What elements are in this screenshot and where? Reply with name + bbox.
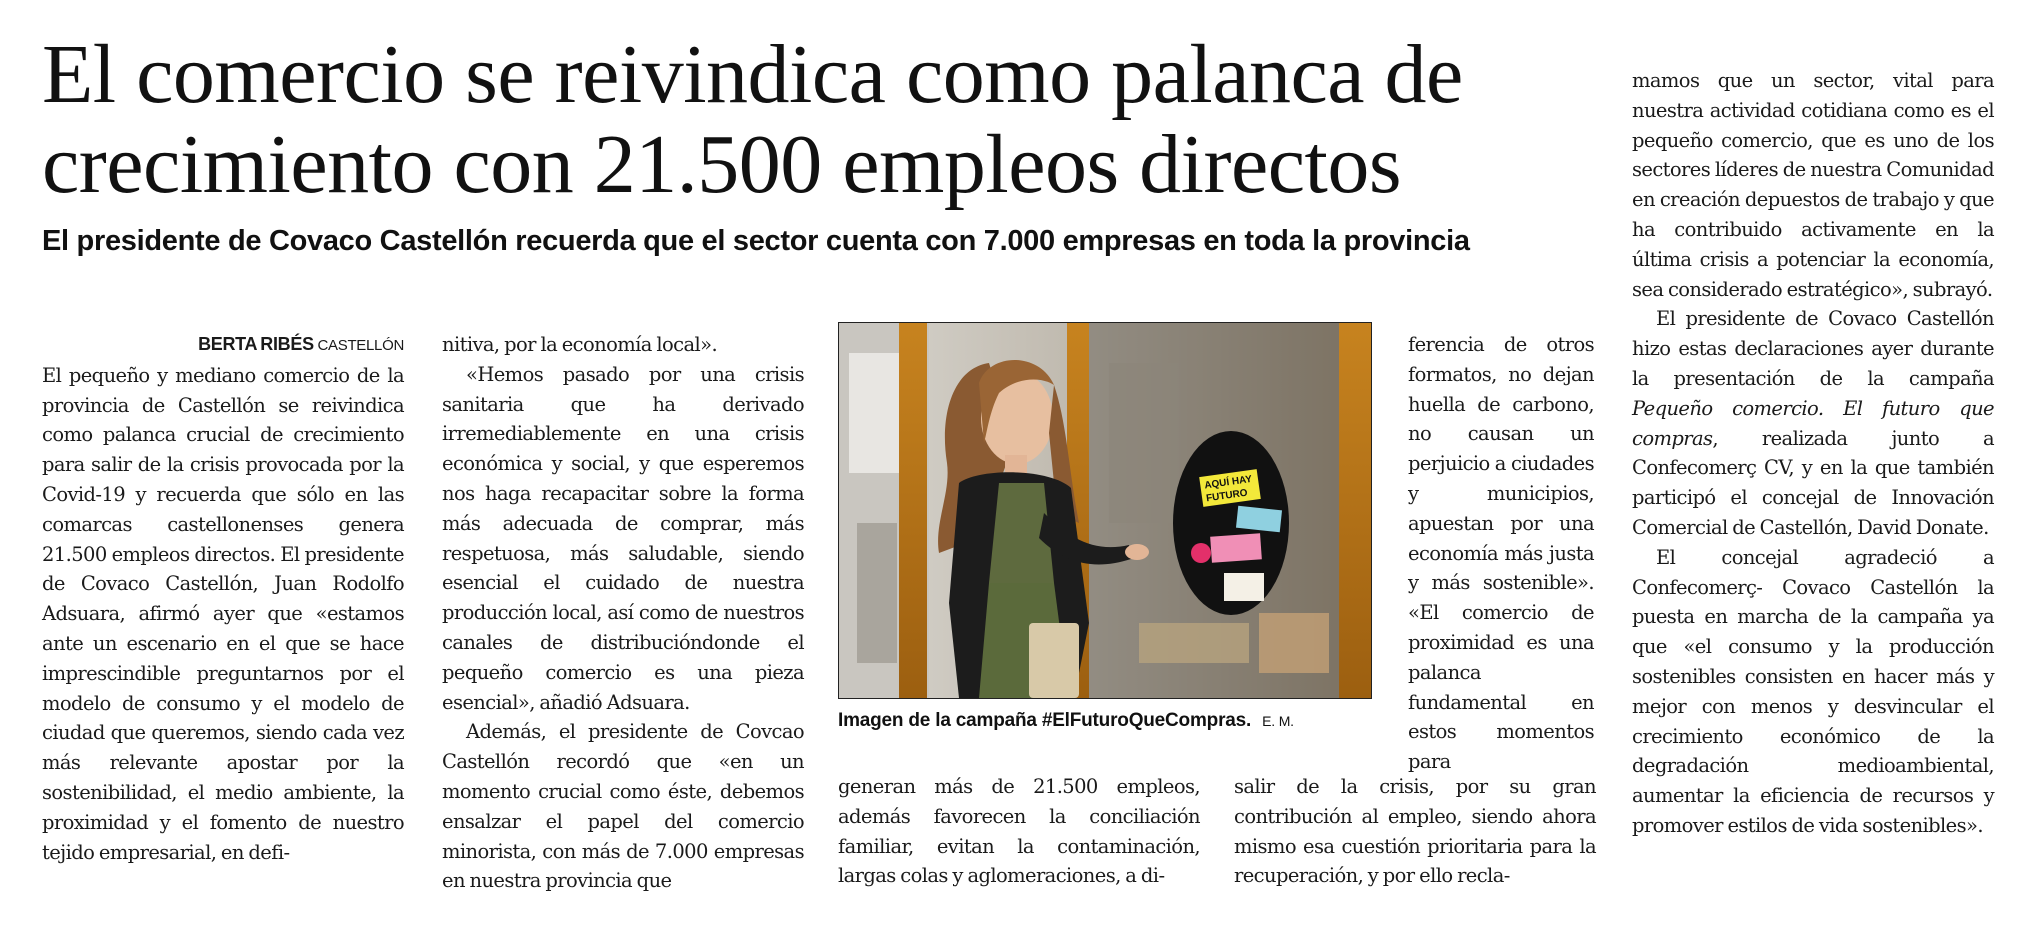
article-column-2 [442, 330, 804, 896]
article-column-6 [1632, 66, 1994, 841]
byline-author: BERTA RIBÉS [198, 334, 314, 354]
paragraph: mamos que un sector, vital para nuestra actividad cotidiana como es el pequeño comercio, que es uno de los sectores líderes de nuestra Comunidad en creación depuestos de trabajo y que ha contribuido activamente en la última crisis a potenciar la economía, sea considerado estratégico», subrayó. [1632, 69, 1994, 301]
caption-text: Imagen de la campaña #ElFuturoQueCompras. [838, 710, 1252, 731]
paragraph: «Hemos pasado por una crisis sanitaria que ha derivado irremediablemente en una crisis económica y social, y que esperemos nos haga recapacitar sobre la forma más adecuada de comprar, más respetuosa, más saludable, siendo esencial el cuidado de nuestra producción local, así como de nuestros canales de distribucióndonde el pequeño comercio es una pieza esencial», añadió Adsuara. [442, 362, 804, 714]
window-frame [899, 323, 927, 698]
campaign-photo [838, 322, 1372, 699]
photo-credit: E. M. [1262, 713, 1294, 729]
photo-caption [838, 708, 1398, 734]
paragraph: El concejal agradeció a Confecomerç- Covaco Castellón la puesta en marcha de la campaña ya que «el consumo y la producción sostenibles consisten en hacer más y mejor con menos y desvincular el crecimiento económico de la degradación medioambiental, aumentar la eficiencia de recursos y promover estilos de vida sostenibles». [1632, 545, 1994, 837]
campaign-poster [1173, 431, 1289, 615]
campaign-name: Pequeño comercio. El futuro que compras [1632, 396, 1994, 450]
article-column-5 [1234, 772, 1596, 891]
paragraph: generan más de 21.500 empleos, además favorecen la conciliación familiar, evitan la contaminación, largas colas y aglomeraciones, a di- [838, 775, 1200, 888]
paragraph: El pequeño y mediano comercio de la provincia de Castellón se reivindica como palanca crucial de crecimiento para salir de la crisis provocada por la Covid-19 y recuerda que sólo en las comarcas castellonenses genera 21.500 empleos directos. El presidente de Covaco Castellón, Juan Rodolfo Adsuara, afirmó ayer que «estamos ante un escenario en el que se hace imprescindible preguntarnos por el modelo de consumo y el modelo de ciudad que queremos, siendo cada vez más relevante apostar por la sostenibilidad, el medio ambiente, la proximidad y el fomento de nuestro tejido empresarial, en defi- [42, 363, 404, 864]
paragraph-text: , realizada junto a Confecomerç CV, y en la que también participó el concejal de Innovación Comercial de Castellón, David Donate. [1632, 426, 1994, 539]
paragraph: nitiva, por la economía local». [442, 333, 718, 356]
paragraph: ferencia de otros formatos, no dejan huella de carbono, no causan un perjuicio a ciudades y municipios, apuestan por una economía más justa y más sostenible». «El comercio de proximidad es una palanca fundamental en estos momentos para [1408, 333, 1594, 774]
paragraph: Además, el presidente de Covcao Castellón recordó que «en un momento crucial como éste, debemos ensalzar el papel del comercio minorista, con más de 7.000 empresas en nuestra provincia que [442, 720, 804, 893]
article-column-1 [42, 330, 404, 867]
byline-location: CASTELLÓN [317, 337, 404, 354]
poster-line-1: AQUÍ HAY [1203, 473, 1253, 492]
article-column-3 [1408, 330, 1594, 777]
paragraph: salir de la crisis, por su gran contribución al empleo, siendo ahora mismo esa cuestión prioritaria para la recuperación, y por ello recla- [1234, 775, 1596, 888]
subheadline: El presidente de Covaco Castellón recuerda que el sector cuenta con 7.000 empresas en toda la provincia [42, 225, 1470, 257]
article-column-4 [838, 772, 1200, 891]
byline [42, 330, 404, 361]
paragraph-text: El presidente de Covaco Castellón hizo estas declaraciones ayer durante la presentación de la campaña [1632, 307, 1994, 390]
headline: El comercio se reivindica como palanca de crecimiento con 21.500 empleos directos [42, 28, 1463, 211]
paragraph [1632, 304, 1994, 542]
poster-line-2: FUTURO [1205, 487, 1249, 505]
shop-window-image [839, 323, 1371, 698]
